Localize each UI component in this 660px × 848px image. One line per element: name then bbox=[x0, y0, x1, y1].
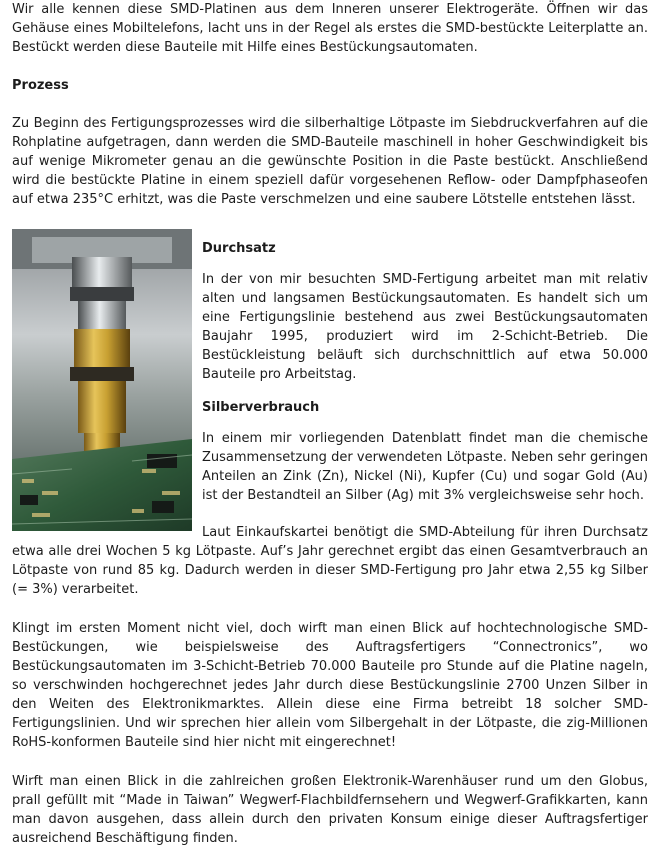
intro-paragraph: Wir alle kennen diese SMD-Platinen aus dem Inneren unserer Elektrogeräte. Öffnen wir das Gehäuse eines Mobiltelefons, lacht uns in der Regel als erstes die SMD-bestückte Leiterplatte an. Bestückt werden diese Bauteile mit Hilfe eines Bestückungsautomaten. bbox=[12, 2, 648, 55]
figure-section bbox=[12, 229, 648, 599]
heading-prozess: Prozess bbox=[12, 78, 69, 93]
durchsatz-paragraph: In der von mir besuchten SMD-Fertigung arbeitet man mit relativ alten und langsamen Bestückungsautomaten. Es handelt sich um eine Fertigungslinie bestehend aus zwei Bestückungsautomaten Baujahr 1995, produziert wird im 2-Schicht-Betrieb. Die Bestückleistung beläuft sich durchschnittlich auf etwa 50.000 Bauteile pro Arbeitstag. bbox=[202, 272, 648, 382]
heading-durchsatz: Durchsatz bbox=[202, 241, 276, 256]
smd-placement-nozzle-photo bbox=[12, 229, 192, 531]
silberverbrauch-paragraph-1: In einem mir vorliegenden Datenblatt findet man die chemische Zusammensetzung der verwendeten Lötpaste. Neben sehr geringen Anteilen an Zink (Zn), Nickel (Ni), Kupfer (Cu) und sogar Gold (Au) ist der Bestandteil an Silber (Ag) mit 3% vergleichsweise sehr hoch. bbox=[202, 431, 648, 503]
closing-paragraph: Wirft man einen Blick in die zahlreichen großen Elektronik-Warenhäuser rund um den Globus, prall gefüllt mit “Made in Taiwan” Wegwerf-Flachbildfernsehern und Wegwerf-Grafikkarten, kann man davon ausgehen, dass allein durch den privaten Konsum einige dieser Auftragsfertiger ausreichend Beschäftigung finden. bbox=[12, 774, 648, 846]
article bbox=[12, 0, 648, 848]
prozess-paragraph: Zu Beginn des Fertigungsprozesses wird die silberhaltige Lötpaste im Siebdruckverfahren auf die Rohplatine aufgetragen, dann werden die SMD-Bauteile maschinell in hoher Geschwindigkeit bis auf wenige Mikrometer genau an die gewünschte Position in die Paste bestückt. Anschließend wird die bestückte Platine in einem speziell dafür vorgesehenen Reflow- oder Dampfphaseofen auf etwa 235°C erhitzt, was die Paste verschmelzen und eine saubere Lötstelle entstehen lässt. bbox=[12, 116, 648, 207]
heading-silberverbrauch: Silberverbrauch bbox=[202, 400, 320, 415]
connectronics-paragraph: Klingt im ersten Moment nicht viel, doch wirft man einen Blick auf hochtechnologische SMD-Bestückungen, wie beispielsweise des Auftragsfertigers “Connectronics”, wo Bestückungsautomaten im 3-Schicht-Betrieb 70.000 Bauteile pro Stunde auf die Platine nageln, so verschwinden hochgerechnet jedes Jahr durch diese Bestückungslinie 2700 Unzen Silber in den Weiten des Elektronikmarktes. Allein diese eine Firma betreibt 18 solcher SMD-Fertigungslinien. Und wir sprechen hier allein vom Silbergehalt in der Lötpaste, die zig-Millionen RoHS-konformen Bauteile sind hier nicht mit eingerechnet! bbox=[12, 621, 648, 750]
silberverbrauch-paragraph-2: Laut Einkaufskartei benötigt die SMD-Abteilung für ihren Durchsatz etwa alle drei Wochen 5 kg Lötpaste. Auf’s Jahr gerechnet ergibt das einen Gesamtverbrauch an Lötpaste von rund 85 kg. Dadurch werden in dieser SMD-Fertigung pro Jahr etwa 2,55 kg Silber (= 3%) verarbeitet. bbox=[12, 525, 648, 597]
